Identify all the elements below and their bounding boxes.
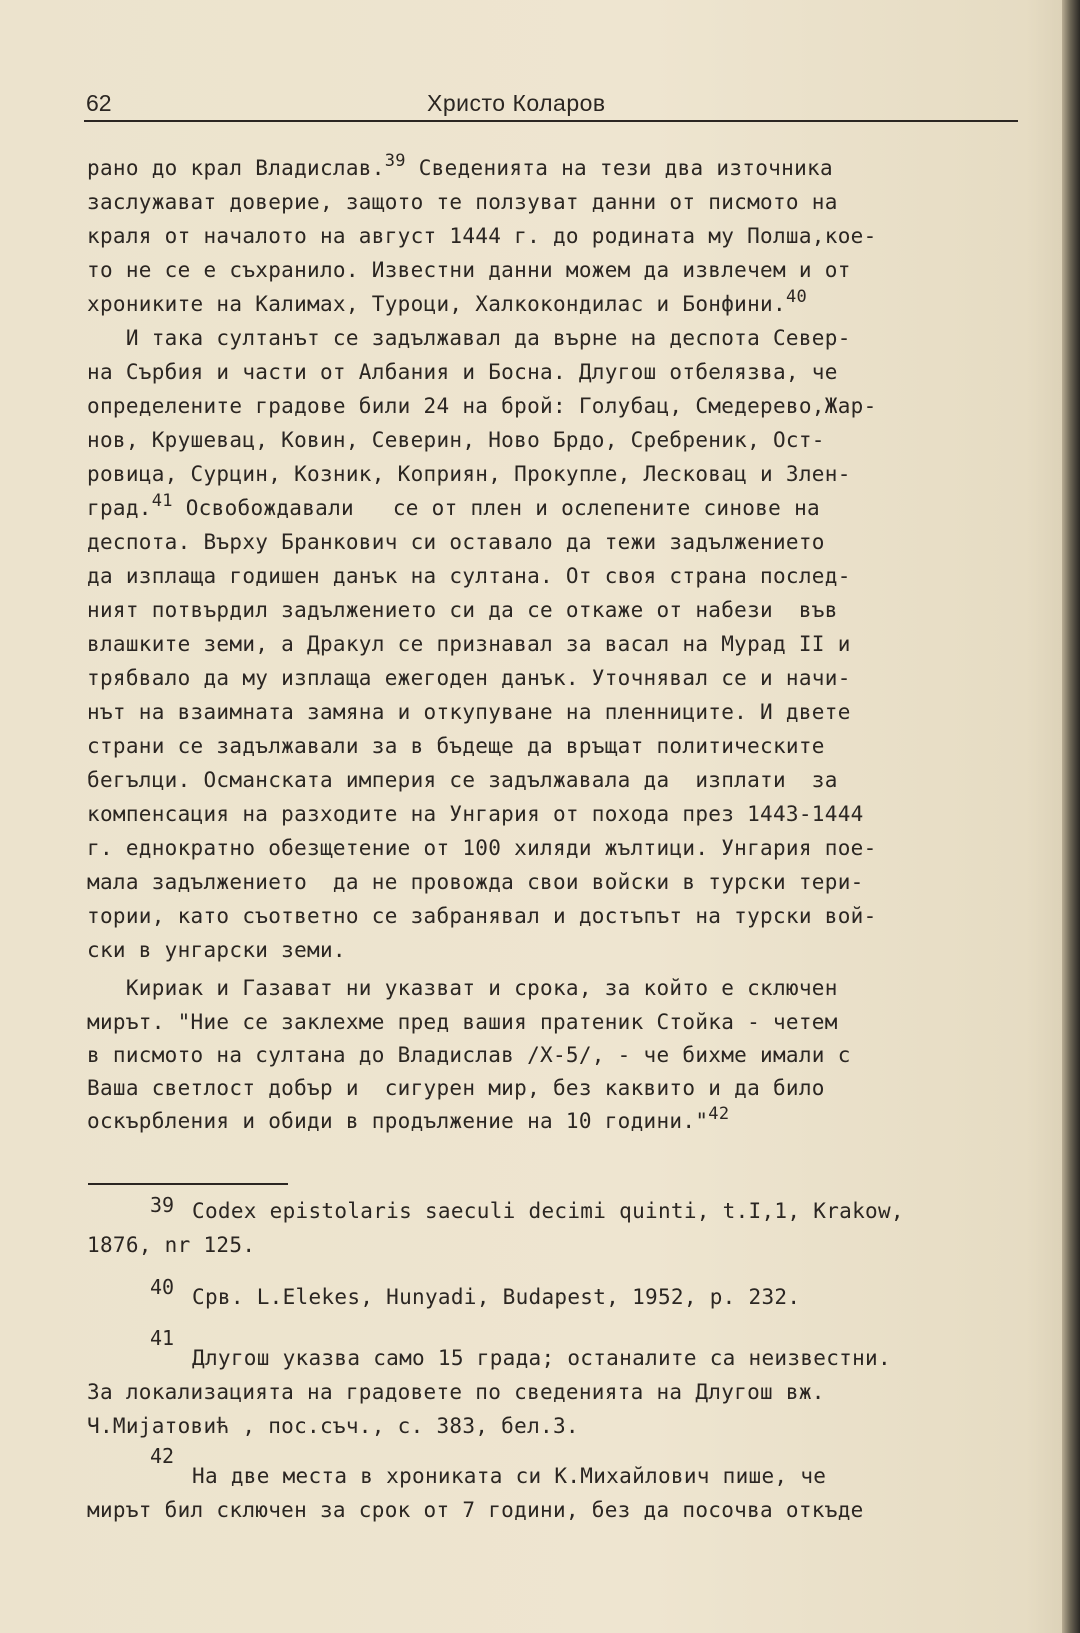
footnote-number: 42 (150, 1444, 175, 1468)
footnote-line: Codex epistolaris saeculi decimi quinti, t.I,1, Krakow, (192, 1199, 904, 1223)
body-line: бегълци. Османската империя се задължавала да изплати за (87, 768, 838, 792)
body-line: оскърбления и обиди в продължение на 10 години."$^{42}$ (87, 1104, 730, 1133)
body-line: деспота. Върху Бранкович си оставало да тежи задължението (87, 530, 825, 554)
running-title: Христо Коларов (427, 90, 606, 116)
footnote-ref: 42 (708, 1104, 730, 1124)
footnote-ref: 41 (151, 491, 173, 511)
footnote-line: 1876, nr 125. (87, 1233, 256, 1257)
body-line: страни се задължавали за в бъдеще да връщат политическите (87, 734, 825, 758)
footnote-line: мирът бил сключен за срок от 7 години, без да посочва откъде (87, 1498, 864, 1522)
body-line: Кириак и Газават ни указват и срока, за който е сключен (87, 976, 838, 1000)
body-line: хрониките на Калимах, Туроци, Халкокондилас и Бонфини.$^{40}$ (87, 287, 808, 316)
body-line: тории, като съответно се забранявал и достъпът на турски вой- (87, 904, 877, 928)
footnote-ref: 39 (384, 151, 406, 171)
body-line: И така султанът се задължавал да върне на деспота Север- (87, 326, 851, 350)
body-line: заслужават доверие, защото те ползуват данни от писмото на (87, 190, 838, 214)
page-header (84, 88, 1018, 122)
body-line: компенсация на разходите на Унгария от похода през 1443-1444 (87, 802, 864, 826)
footnote-ref: 40 (785, 287, 808, 307)
body-line: мала задължението да не провожда свои войски в турски тери- (87, 870, 864, 894)
footnote-line: За локализацията на градовете по сведенията на Длугош вж. (87, 1380, 825, 1404)
body-line: краля от началото на август 1444 г. до родината му Полша,кое- (87, 224, 877, 248)
book-spine-shadow (1062, 0, 1080, 1633)
body-line: нът на взаимната замяна и откупуване на пленниците. И двете (87, 700, 851, 724)
body-line: то не се е съхранило. Известни данни можем да извлечем и от (87, 258, 851, 282)
footnote-line: Длугош указва само 15 града; останалите са неизвестни. (192, 1346, 891, 1370)
footnote-line: Срв. L.Elekes, Hunyadi, Budapest, 1952, p. 232. (192, 1285, 801, 1309)
footnote-separator (88, 1183, 288, 1185)
page-number: 62 (86, 90, 112, 116)
body-line: трябвало да му изплаща ежегоден данък. Уточнявал се и начи- (87, 666, 851, 690)
footnote-number: 41 (150, 1326, 175, 1350)
body-line: влашките земи, а Дракул се признавал за васал на Мурад II и (87, 632, 851, 656)
footnote-number: 39 (150, 1193, 175, 1217)
body-line: на Сърбия и части от Албания и Босна. Длугош отбелязва, че (87, 360, 838, 384)
footnote-line: Ч.Мијатовић , пос.съч., с. 383, бел.3. (87, 1414, 579, 1438)
footnote-number: 40 (150, 1275, 175, 1299)
body-line: Ваша светлост добър и сигурен мир, без каквито и да било (87, 1076, 825, 1100)
body-line: рано до крал Владислав.$^{39}$ Сведенията на тези два източника (87, 151, 833, 180)
footnote-line: На две места в хрониката си К.Михайлович пише, че (192, 1464, 827, 1488)
body-line: определените градове били 24 на брой: Голубац, Смедерево,Жар- (87, 394, 877, 418)
body-line: в писмото на султана до Владислав /Х-5/, - че бихме имали с (87, 1043, 851, 1067)
body-line: да изплаща годишен данък на султана. От своя страна послед- (87, 564, 851, 588)
body-line: мирът. "Ние се заклехме пред вашия пратеник Стойка - четем (87, 1010, 838, 1034)
body-line: ски в унгарски земи. (87, 938, 346, 962)
body-line: г. еднократно обезщетение от 100 хиляди жълтици. Унгария пое- (87, 836, 877, 860)
body-line: ният потвърдил задължението си да се откаже от набези във (87, 598, 838, 622)
body-line: град.$^{41}$ Освобождавали се от плен и ослепените синове на (87, 491, 820, 520)
body-line: нов, Крушевац, Ковин, Северин, Ново Брдо, Сребреник, Ост- (87, 428, 825, 452)
body-line: ровица, Сурцин, Козник, Коприян, Прокупле, Лесковац и Злен- (87, 462, 851, 486)
